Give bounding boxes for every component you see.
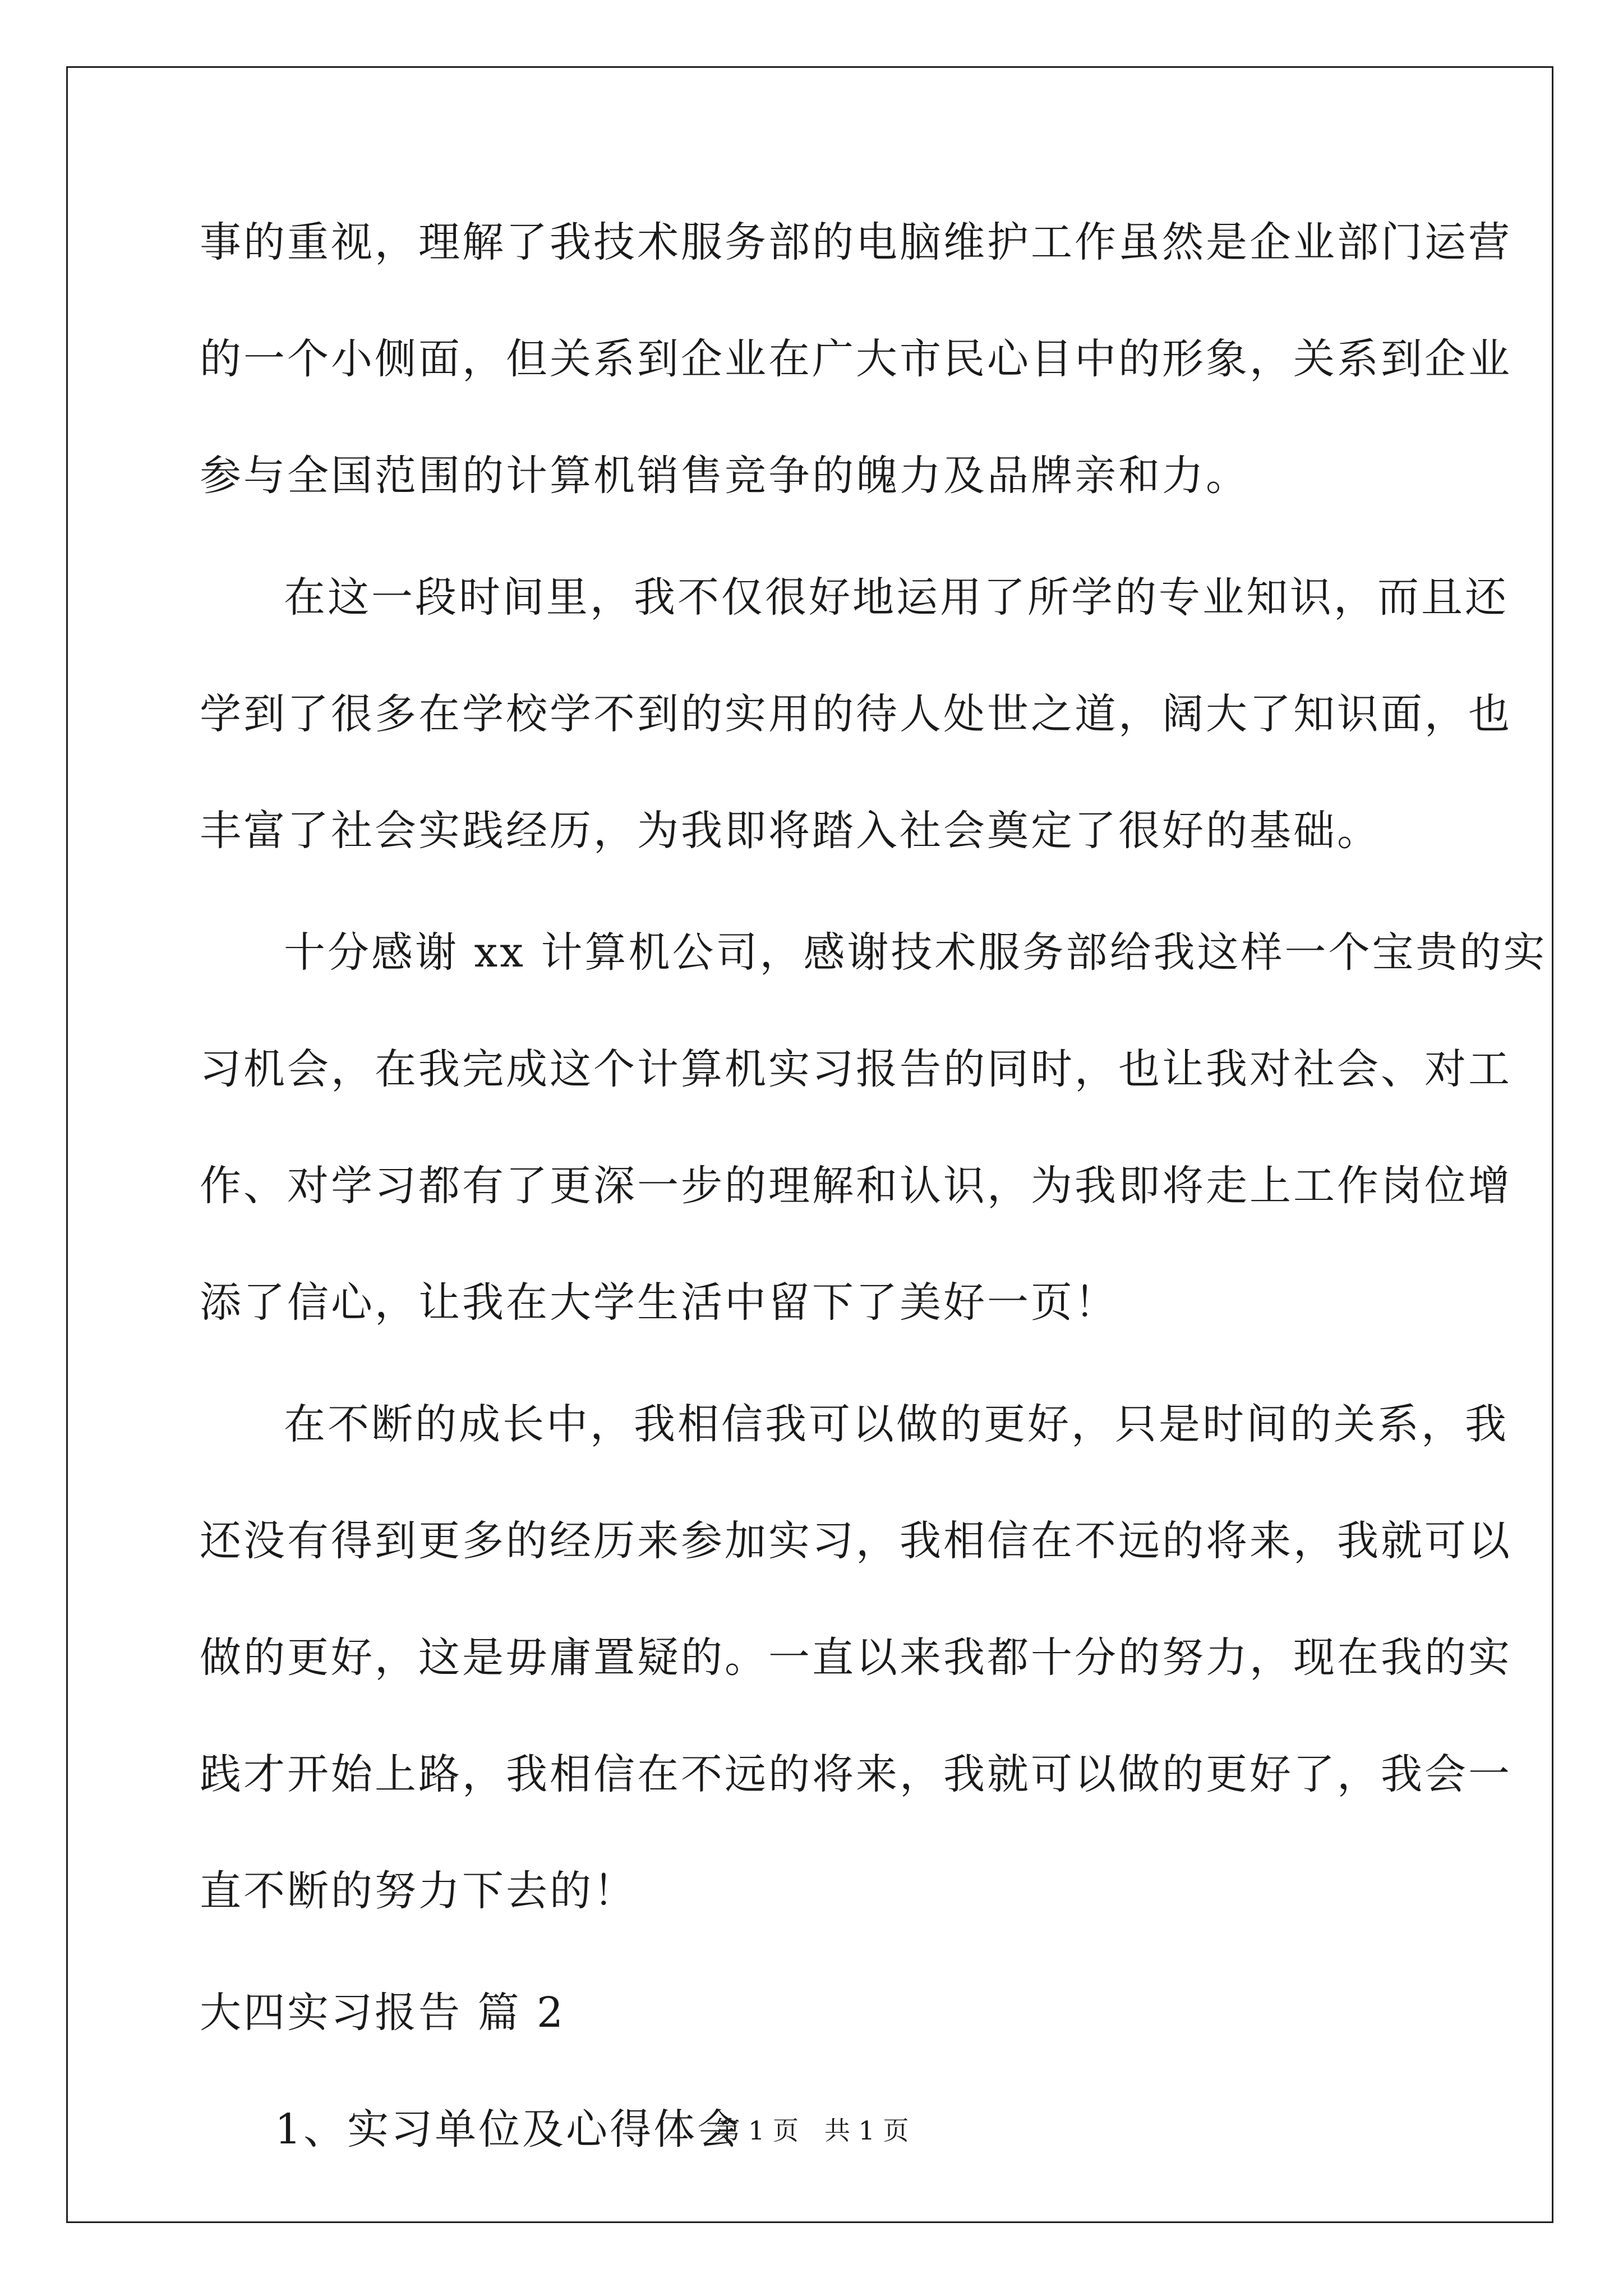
text-line: 事的重视，理解了我技术服务部的电脑维护工作虽然是企业部门运营	[200, 218, 1512, 266]
section-heading: 大四实习报告 篇 2	[200, 1989, 566, 2037]
text-line: 丰富了社会实践经历，为我即将踏入社会奠定了很好的基础。	[200, 807, 1381, 855]
text-line: 学到了很多在学校学不到的实用的待人处世之道，阔大了知识面，也	[200, 690, 1512, 738]
text-line: 践才开始上路，我相信在不远的将来，我就可以做的更好了，我会一	[200, 1750, 1512, 1798]
text-line: 作、对学习都有了更深一步的理解和认识，为我即将走上工作岗位增	[200, 1162, 1512, 1210]
text-line: 做的更好，这是毋庸置疑的。一直以来我都十分的努力，现在我的实	[200, 1634, 1512, 1682]
subsection-heading: 1、实习单位及心得体会	[275, 2105, 741, 2154]
text-line: 的一个小侧面，但关系到企业在广大市民心目中的形象，关系到企业	[200, 335, 1512, 383]
text-line: 参与全国范围的计算机销售竞争的魄力及品牌亲和力。	[200, 452, 1249, 500]
text-line: 添了信心，让我在大学生活中留下了美好一页！	[200, 1278, 1118, 1327]
text-line: 习机会，在我完成这个计算机实习报告的同时，也让我对社会、对工	[200, 1045, 1512, 1093]
text-line: 在这一段时间里，我不仅很好地运用了所学的专业知识，而且还	[284, 573, 1509, 622]
text-line: 十分感谢 xx 计算机公司，感谢技术服务部给我这样一个宝贵的实	[284, 928, 1547, 977]
text-line: 直不断的努力下去的！	[200, 1867, 637, 1915]
page-footer: 第 1 页 共 1 页	[714, 2115, 909, 2146]
text-line: 还没有得到更多的经历来参加实习，我相信在不远的将来，我就可以	[200, 1517, 1512, 1565]
text-line: 在不断的成长中，我相信我可以做的更好，只是时间的关系，我	[284, 1400, 1509, 1448]
